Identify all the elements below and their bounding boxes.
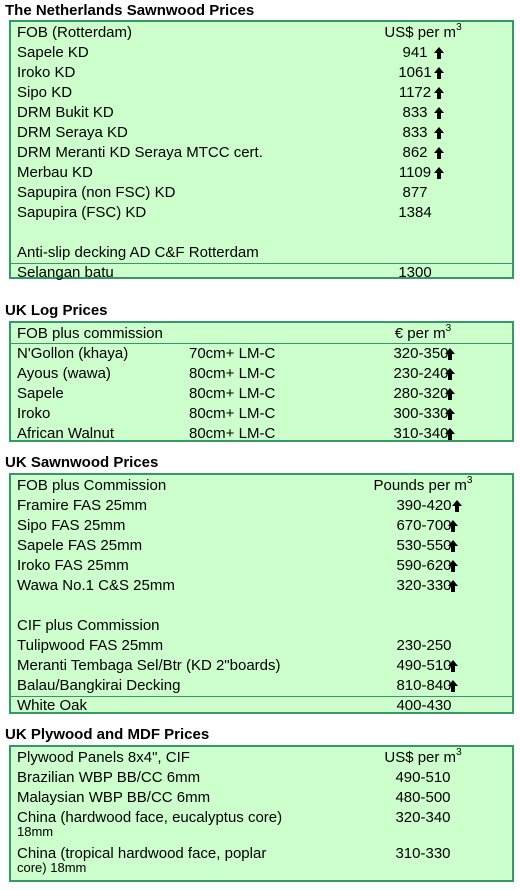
item-label: Plywood Panels 8x4", CIF [17, 749, 190, 766]
table-row [11, 344, 512, 364]
table-row [11, 424, 512, 444]
sub-header [11, 616, 512, 636]
table-row [11, 43, 512, 63]
table-row [11, 808, 512, 839]
item-label: N'Gollon (khaya) [17, 345, 129, 362]
table-row [11, 576, 512, 596]
price-value: 310-340 [393, 425, 449, 442]
price-value: 877 [402, 184, 428, 201]
table-header [11, 23, 512, 43]
section-title-uk-log: UK Log Prices [5, 302, 108, 319]
item-label: CIF plus Commission [17, 617, 160, 634]
item-label: China (tropical hardwood face, poplar [17, 845, 267, 862]
table-row [11, 183, 512, 203]
price-value: 320-340 [395, 809, 451, 826]
price-value: 320-330 [396, 577, 452, 594]
price-value: 833 [402, 124, 428, 141]
item-label: China (hardwood face, eucalyptus core) [17, 809, 283, 826]
table-row [11, 536, 512, 556]
item-label: Iroko [17, 405, 51, 422]
item-label: FOB plus Commission [17, 477, 167, 494]
price-value: 320-350 [393, 345, 449, 362]
table-netherlands [9, 20, 514, 279]
price-value: 490-510 [395, 769, 451, 786]
table-row [11, 203, 512, 223]
price-value: 310-330 [395, 845, 451, 862]
table-uk-plywood [9, 745, 514, 882]
sub-header [11, 243, 512, 263]
item-label: Anti-slip decking AD C&F Rotterdam [17, 244, 259, 261]
item-label: Sapupira (FSC) KD [17, 204, 147, 221]
price-value: 590-620 [396, 557, 452, 574]
table-row [11, 63, 512, 83]
price-value: 1300 [398, 264, 432, 281]
item-label: Sipo FAS 25mm [17, 517, 126, 534]
table-row [11, 656, 512, 676]
item-label: Framire FAS 25mm [17, 497, 148, 514]
table-header [11, 748, 512, 768]
table-row [11, 788, 512, 808]
table-row [11, 103, 512, 123]
item-label: FOB (Rotterdam) [17, 24, 133, 41]
table-row [11, 83, 512, 103]
price-value: 280-320 [393, 385, 449, 402]
table-row [11, 404, 512, 424]
price-value: 941 [402, 44, 428, 61]
item-label-continued: 18mm [17, 824, 54, 839]
item-label: Tulipwood FAS 25mm [17, 637, 164, 654]
item-label: Sapele FAS 25mm [17, 537, 143, 554]
item-label: Sapele KD [17, 44, 89, 61]
price-value: 1384 [398, 204, 432, 221]
section-title-uk-plywood: UK Plywood and MDF Prices [5, 726, 210, 743]
section-title-netherlands: The Netherlands Sawnwood Prices [5, 2, 255, 19]
item-label: Ayous (wawa) [17, 365, 111, 382]
price-value: 810-840 [396, 677, 452, 694]
table-row [11, 263, 512, 283]
price-value: 480-500 [395, 789, 451, 806]
price-value: 390-420 [396, 497, 452, 514]
unit-label: US$ per $m^3$ [384, 747, 462, 766]
price-value: 833 [402, 104, 428, 121]
item-label: Balau/Bangkirai Decking [17, 677, 181, 694]
unit-label: Pounds per $m^3$ [373, 475, 473, 494]
item-label: Iroko FAS 25mm [17, 557, 129, 574]
section-title-uk-sawnwood: UK Sawnwood Prices [5, 454, 159, 471]
price-value: 230-240 [393, 365, 449, 382]
price-value: 1061 [398, 64, 432, 81]
table-row [11, 384, 512, 404]
item-label: DRM Bukit KD [17, 104, 114, 121]
table-row [11, 364, 512, 384]
price-value: 862 [402, 144, 428, 161]
table-header [11, 476, 512, 496]
grade-label: 80cm+ LM-C [189, 425, 276, 442]
table-row [11, 768, 512, 788]
price-value: 490-510 [396, 657, 452, 674]
item-label: Merbau KD [17, 164, 93, 181]
table-row [11, 844, 512, 875]
table-row [11, 676, 512, 696]
grade-label: 80cm+ LM-C [189, 385, 276, 402]
table-row [11, 556, 512, 576]
item-label: DRM Seraya KD [17, 124, 128, 141]
table-row [11, 123, 512, 143]
item-label: Iroko KD [17, 64, 76, 81]
grade-label: 70cm+ LM-C [189, 345, 276, 362]
item-label: DRM Meranti KD Seraya MTCC cert. [17, 144, 263, 161]
table-row [11, 143, 512, 163]
table-row [11, 516, 512, 536]
item-label: Sapele [17, 385, 64, 402]
item-label: Sapupira (non FSC) KD [17, 184, 176, 201]
table-row [11, 496, 512, 516]
item-label: Malaysian WBP BB/CC 6mm [17, 789, 211, 806]
price-value: 1172 [398, 84, 432, 101]
item-label: White Oak [17, 697, 88, 714]
item-label: FOB plus commission [17, 325, 163, 342]
item-label: Selangan batu [17, 264, 114, 281]
item-label: Brazilian WBP BB/CC 6mm [17, 769, 201, 786]
table-uk-sawnwood [9, 473, 514, 714]
item-label-continued: core) 18mm [17, 860, 87, 875]
item-label: Wawa No.1 C&S 25mm [17, 577, 175, 594]
item-label: Sipo KD [17, 84, 73, 101]
price-value: 670-700 [396, 517, 452, 534]
price-value: 400-430 [396, 697, 452, 714]
item-label: African Walnut [17, 425, 114, 442]
grade-label: 80cm+ LM-C [189, 405, 276, 422]
price-value: 230-250 [396, 637, 452, 654]
table-uk-log [9, 321, 514, 442]
table-header [11, 324, 512, 344]
table-row [11, 696, 512, 716]
unit-label: € per $m^3$ [394, 323, 452, 342]
grade-label: 80cm+ LM-C [189, 365, 276, 382]
table-row [11, 636, 512, 656]
price-value: 1109 [398, 164, 432, 181]
price-value: 300-330 [393, 405, 449, 422]
item-label: Meranti Tembaga Sel/Btr (KD 2"boards) [17, 657, 281, 674]
table-row [11, 163, 512, 183]
price-value: 530-550 [396, 537, 452, 554]
unit-label: US$ per $m^3$ [384, 22, 462, 41]
